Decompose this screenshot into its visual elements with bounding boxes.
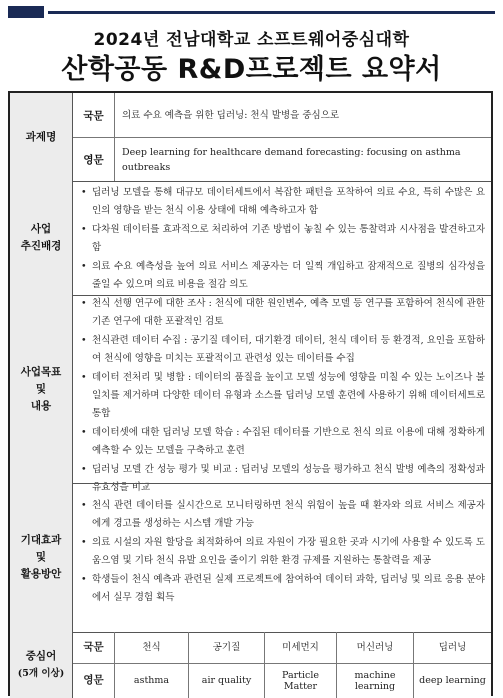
- keyword-cell: 공기질: [189, 632, 265, 663]
- document-title-line2: 산학공동 R&D프로젝트 요약서: [61, 54, 442, 85]
- document-title-line1: 2024년 전남대학교 소프트웨어중심대학: [93, 30, 410, 50]
- row-divider: [73, 137, 491, 138]
- header-block: [8, 6, 44, 18]
- keyword-cell: 머신러닝: [337, 632, 414, 663]
- keyword-cell: deep learning: [419, 675, 486, 686]
- background-label: 사업 추진배경: [10, 181, 73, 295]
- english-title-text: Deep learning for healthcare demand forecasting: focusing on asthma outbreaks: [122, 147, 461, 173]
- list-item: • 데이터셋에 대한 딥러닝 모델 학습 : 수집된 데이터를 기반으로 천식 의료 이용에 대해 정확하게 예측할 수 있는 모델을 구축하고 훈련: [81, 424, 485, 461]
- project-title-label: 과제명: [10, 93, 73, 181]
- keywords-label: 중심어 (5개 이상): [10, 632, 73, 698]
- keywords-korean-label: 국문: [73, 632, 115, 663]
- background-list: [81, 184, 485, 294]
- keywords-english-label: 영문: [73, 663, 115, 698]
- list-item: • 데이터 전처리 및 병합 : 데이터의 품질을 높이고 모델 성능에 영향을 미칠 수 있는 노이즈나 불일치를 제거하며 다양한 데이터 유형과 소스를 딥러닝 모델 훈련에 사용하기 위해 데이터세트로 통합: [81, 369, 485, 424]
- list-item: • 의료 시설의 자원 할당을 최적화하여 의료 자원이 가장 필요한 곳과 시기에 사용할 수 있도록 도움으염 및 기타 천식 유발 요인을 줄이기 위한 환경 규제를 지원하는 통찰력을 제공: [81, 534, 485, 571]
- keywords-korean-row: [73, 632, 491, 663]
- english-title-label: 영문: [73, 137, 115, 181]
- list-item: • 학생들이 천식 예측과 관련된 실제 프로젝트에 참여하여 데이터 과학, 딥러닝 및 의료 응용 분야에서 실무 경험 획득: [81, 571, 485, 608]
- list-item: • 천식 선행 연구에 대한 조사 : 천식에 대한 원인변수, 예측 모델 등 연구를 포함하여 천식에 관한 기존 연구에 대한 포괄적인 검토: [81, 295, 485, 332]
- list-item: • 의료 수요 예측성을 높여 의료 서비스 제공자는 더 일찍 개입하고 잠재적으로 질병의 심각성을 줄일 수 있으며 의료 비용을 절감 의도: [81, 258, 485, 295]
- goals-list: [81, 295, 485, 497]
- list-item: • 딥러닝 모델 간 성능 평가 및 비교 : 딥러닝 모델의 성능을 평가하고 천식 발병 예측의 정확성과 유효성을 비교: [81, 461, 485, 498]
- keyword-cell: 딥러닝: [438, 642, 467, 653]
- list-item: • 딥러닝 모델을 통해 대규모 데이터세트에서 복잡한 패턴을 포착하여 의료 수요, 특히 수많은 요인의 영향을 받는 천식 이용 상태에 대해 예측하고자 함: [81, 184, 485, 221]
- keywords-english-row: [73, 663, 491, 698]
- keyword-cell: 미세먼지: [265, 632, 337, 663]
- keyword-cell: 천식: [115, 632, 189, 663]
- summary-table: [8, 91, 493, 696]
- keyword-cell: asthma: [115, 663, 189, 698]
- effects-label: 기대효과 및 활용방안: [10, 483, 73, 632]
- header-decoration: [8, 6, 495, 18]
- header-rule: [48, 11, 495, 14]
- list-item: • 천식관련 데이터 수집 : 공기질 데이터, 대기환경 데이터, 천식 데이터 등 환경적, 요인을 포함하여 천식에 영향을 미치는 포괄적이고 관련성 있는 데이터를 수집: [81, 332, 485, 369]
- korean-title-text: 의료 수요 예측을 위한 딥러닝: 천식 발병을 중심으로: [122, 110, 340, 121]
- keyword-cell: air quality: [189, 663, 265, 698]
- list-item: • 다차원 데이터를 효과적으로 처리하여 기존 방법이 놓칠 수 있는 통찰력과 시사점을 발견하고자 함: [81, 221, 485, 258]
- goals-label: 사업목표 및 내용: [10, 295, 73, 483]
- effects-list: [81, 497, 485, 607]
- section-divider: [10, 181, 491, 182]
- list-item: • 천식 관련 데이터를 실시간으로 모니터링하면 천식 위험이 높을 때 환자와 의료 서비스 제공자에게 경고를 생성하는 시스템 개발 가능: [81, 497, 485, 534]
- keyword-cell: machine learning: [337, 663, 414, 698]
- keyword-cell: Particle Matter: [265, 663, 337, 698]
- section-divider: [10, 483, 491, 484]
- korean-title-label: 국문: [73, 93, 115, 137]
